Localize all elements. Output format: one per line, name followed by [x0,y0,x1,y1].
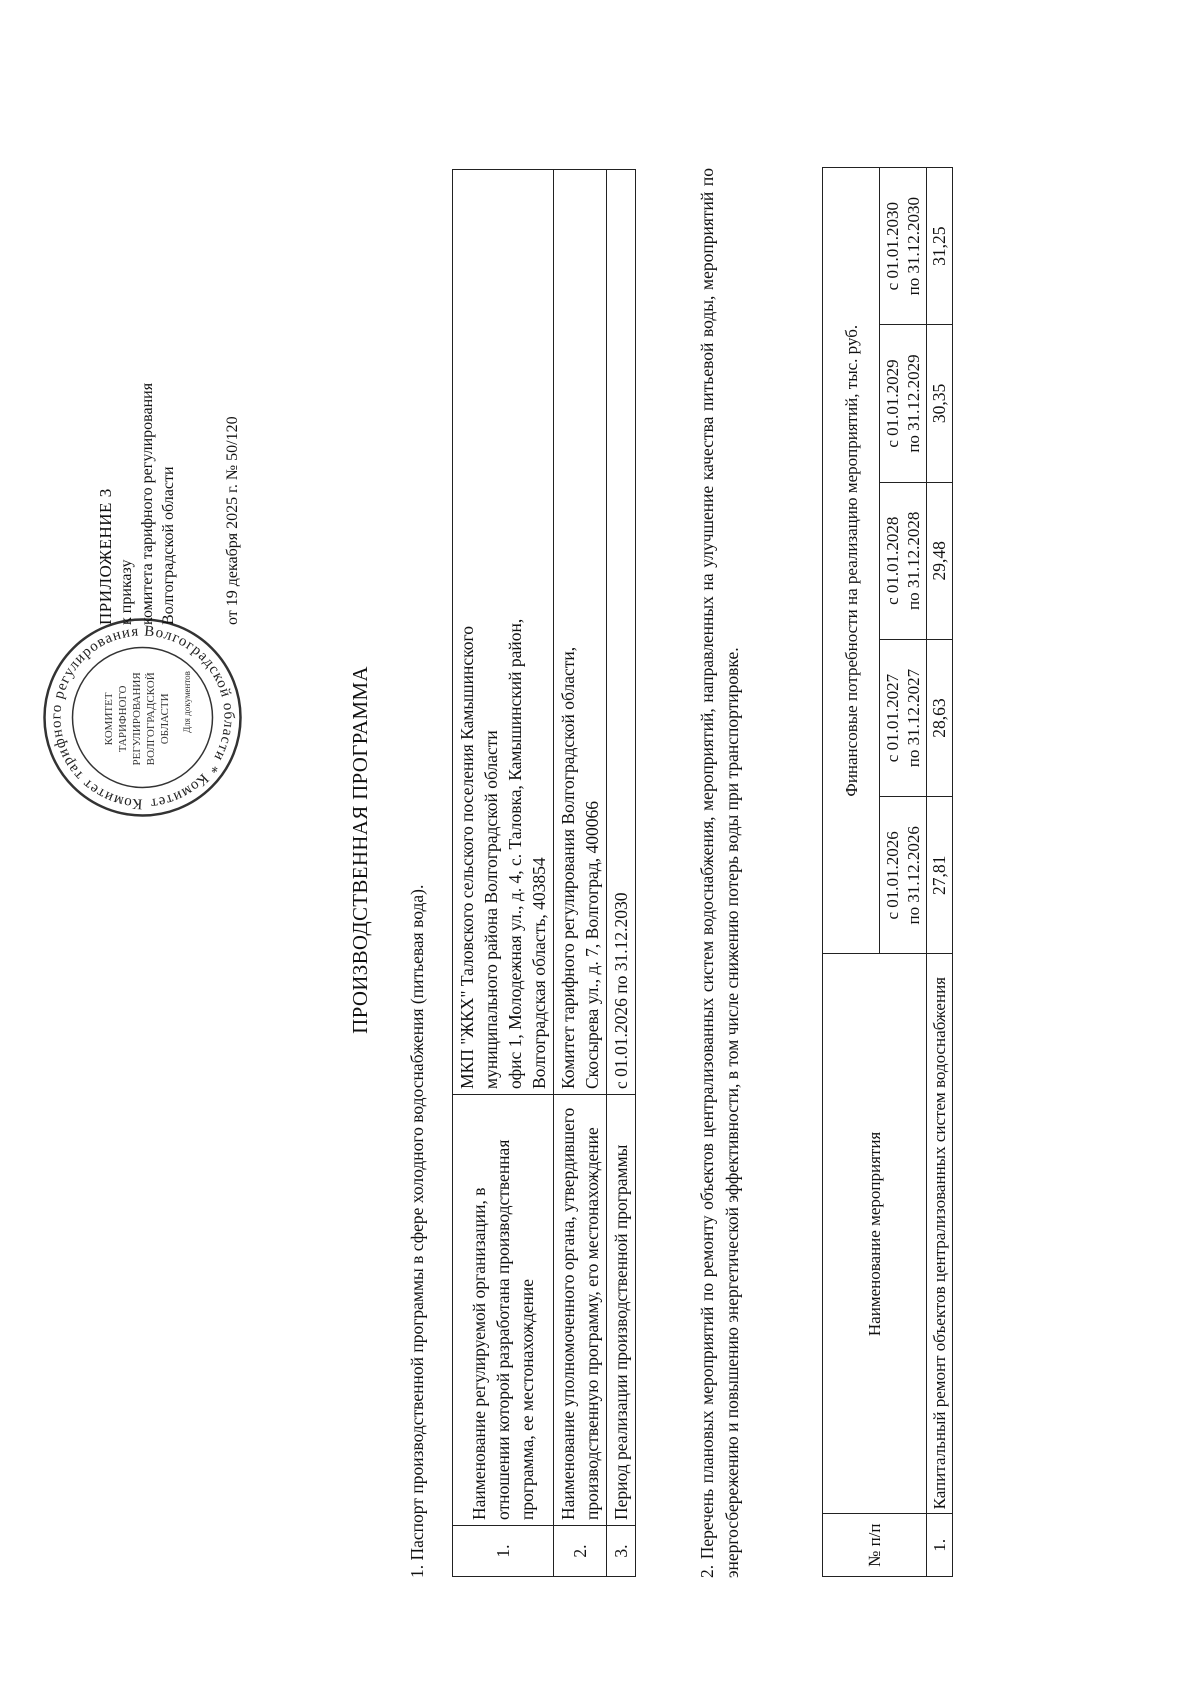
value-line: Комитет тарифного регулирования Волгоградской области, [558,646,578,1089]
cost-value: 27,81 [927,797,953,954]
section-2-paragraph: 2. Перечень плановых мероприятий по ремонту объектов централизованных систем водоснабжения, мероприятий, направленных на улучшение качества питьевой воды, мероприятий по энергосбережению и повышению энергетической эффективности, в том числе снижению потерь воды при транспортировке. [697,168,742,1578]
column-header-number: № п/п [823,1514,927,1577]
period-from: с 01.01.2029 [883,359,902,448]
header-line: к приказу [118,559,135,625]
row-label: Наименование уполномоченного органа, утвердившего производственную программу, его местонахождение [554,1095,607,1526]
stamp-small-text: Для документов [182,671,192,733]
row-number: 1. [453,1526,554,1577]
stamp-ring-text: Комитет тарифного регулирования Волгоградской области * Комитет [48,623,237,812]
row-value [607,170,636,1095]
cost-value: 31,25 [927,168,953,325]
value-line: Волгоградская область, 403854 [529,857,549,1089]
row-value [453,170,554,1095]
row-number: 1. [927,1514,953,1577]
period-to: по 31.12.2027 [904,668,923,768]
row-number: 2. [554,1526,607,1577]
order-date: от 19 декабря 2025 г. № 50/120 [224,416,241,625]
period-to: по 31.12.2030 [904,197,923,296]
stamp-line: КОМИТЕТ [103,692,115,746]
row-number: 3. [607,1526,636,1577]
section-1-heading: 1. Паспорт производственной программы в сфере холодного водоснабжения (питьевая вода). [407,884,427,1578]
passport-table [452,169,636,1577]
official-stamp [40,615,245,820]
row-label: Наименование регулируемой организации, в отношении которой разработана производственная программа, ее местонахождение [453,1095,554,1526]
cost-value: 28,63 [927,639,953,796]
table-header-row [823,168,880,1577]
value-line: Скосырева ул., д. 7, Волгоград, 400066 [582,801,602,1089]
period-to: по 31.12.2026 [904,826,923,925]
period-header [880,482,927,639]
appendix-label: ПРИЛОЖЕНИЕ 3 [96,488,115,625]
stamp-line: ВОЛГОГРАДСКОЙ [145,672,157,766]
header-line: комитета тарифного регулирования [139,382,156,625]
table-row [453,170,554,1577]
period-from: с 01.01.2028 [883,516,902,605]
measure-name: Капитальный ремонт объектов централизованных систем водоснабжения [927,954,953,1514]
period-header [880,325,927,482]
period-from: с 01.01.2030 [883,202,902,291]
table-row [554,170,607,1577]
measures-table [822,167,953,1577]
period-to: по 31.12.2028 [904,511,923,610]
table-row [607,170,636,1577]
value-line: с 01.01.2026 по 31.12.2030 [611,892,631,1089]
value-line: муниципального района Волгоградской области [481,730,501,1089]
period-to: по 31.12.2029 [904,354,923,453]
period-header [880,168,927,325]
row-label: Период реализации производственной программы [607,1095,636,1526]
stamp-line: РЕГУЛИРОВАНИЯ [131,672,143,766]
cost-value: 30,35 [927,325,953,482]
column-header-name: Наименование мероприятия [823,954,927,1514]
cost-value: 29,48 [927,482,953,639]
period-from: с 01.01.2027 [883,673,902,763]
column-header-financial: Финансовые потребности на реализацию мероприятий, тыс. руб. [823,168,880,954]
header-line: Волгоградской области [160,466,177,625]
value-line: МКП "ЖКХ" Таловского сельского поселения Камышинского [457,626,477,1089]
appendix-header [95,195,243,625]
period-header [880,639,927,796]
page-title: ПРОИЗВОДСТВЕННАЯ ПРОГРАММА [348,666,372,1034]
svg-text:КОМИТЕТ ТАРИФНОГО [103,670,192,766]
period-from: с 01.01.2026 [883,831,902,920]
period-header [880,797,927,954]
row-value [554,170,607,1095]
value-line: офис 1, Молодежная ул., д. 4, с. Таловка, Камышинский район, [505,618,525,1089]
table-row [927,168,953,1577]
stamp-line: ОБЛАСТИ [159,693,171,745]
stamp-line: ТАРИФНОГО [117,685,129,753]
